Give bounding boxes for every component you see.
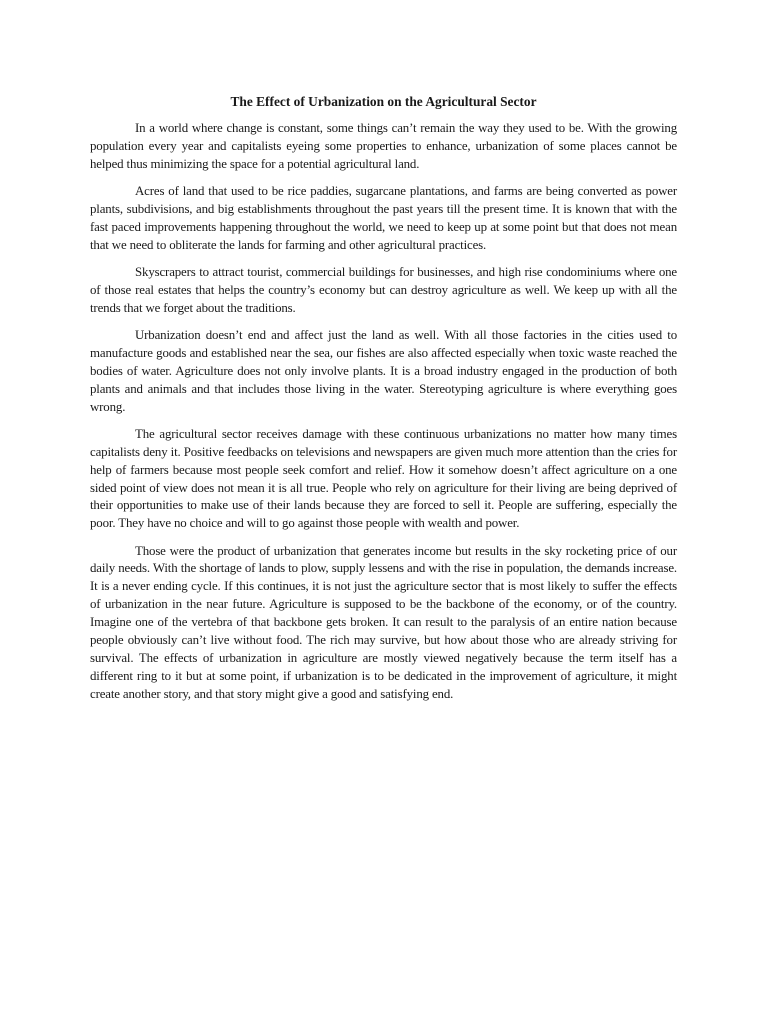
document-title: The Effect of Urbanization on the Agricultural Sector xyxy=(230,94,537,109)
document-page xyxy=(90,93,677,713)
paragraph-intro: In a world where change is constant, some things can’t remain the way they used to be. With the growing population every year and capitalists eyeing some properties to enhance, urbanization of some places cannot be helped thus minimizing the space for a potential agricultural land. xyxy=(90,121,677,171)
paragraph-land-conversion: Acres of land that used to be rice paddies, sugarcane plantations, and farms are being converted as power plants, subdivisions, and big establishments throughout the past years till the present time. It is known that with the fast paced improvements happening throughout the world, we need to keep up at some point but that does not mean that we need to obliterate the lands for farming and other agricultural practices. xyxy=(90,184,677,252)
paragraph-agricultural-damage: The agricultural sector receives damage with these continuous urbanizations no matter how many times capitalists deny it. Positive feedbacks on televisions and newspapers are given much more attention than the cries for help of farmers because most people seek comfort and relief. How it somehow doesn’t affect agriculture on a one sided point of view does not mean it is all true. People who rely on agriculture for their living are being deprived of their opportunities to make use of their lands because they are forced to sell it. People are suffering, especially the poor. They have no choice and will to go against those people with wealth and power. xyxy=(90,426,677,531)
paragraph-skyscrapers: Skyscrapers to attract tourist, commercial buildings for businesses, and high rise condominiums where one of those real estates that helps the country’s economy but can destroy agriculture as well. We keep up with all the trends that we forget about the traditions. xyxy=(90,264,677,315)
paragraph-factories: Urbanization doesn’t end and affect just the land as well. With all those factories in the cities used to manufacture goods and established near the sea, our fishes are also affected especially when toxic waste reached the bodies of water. Agriculture does not only involve plants. It is a broad industry engaged in the production of both plants and animals and that includes those living in the water. Stereotyping agriculture is where everything goes wrong. xyxy=(90,327,677,414)
paragraph-conclusion: Those were the product of urbanization that generates income but results in the sky rocketing price of our daily needs. With the shortage of lands to plow, supply lessens and with the rise in population, the demands increase. It is a never ending cycle. If this continues, it is not just the agriculture sector that is most likely to suffer the effects of urbanization in the near future. Agriculture is supposed to be the backbone of the economy, or of the country. Imagine one of the vertebra of that backbone gets broken. It can result to the paralysis of an entire nation because people obviously can’t live without food. The rich may survive, but how about those who are already striving for survival. The effects of urbanization in agriculture are mostly viewed negatively because the term itself has a different ring to it but at some point, if urbanization is to be dedicated in the improvement of agriculture, it might create another story, and that story might give a good and satisfying end. xyxy=(90,543,677,701)
